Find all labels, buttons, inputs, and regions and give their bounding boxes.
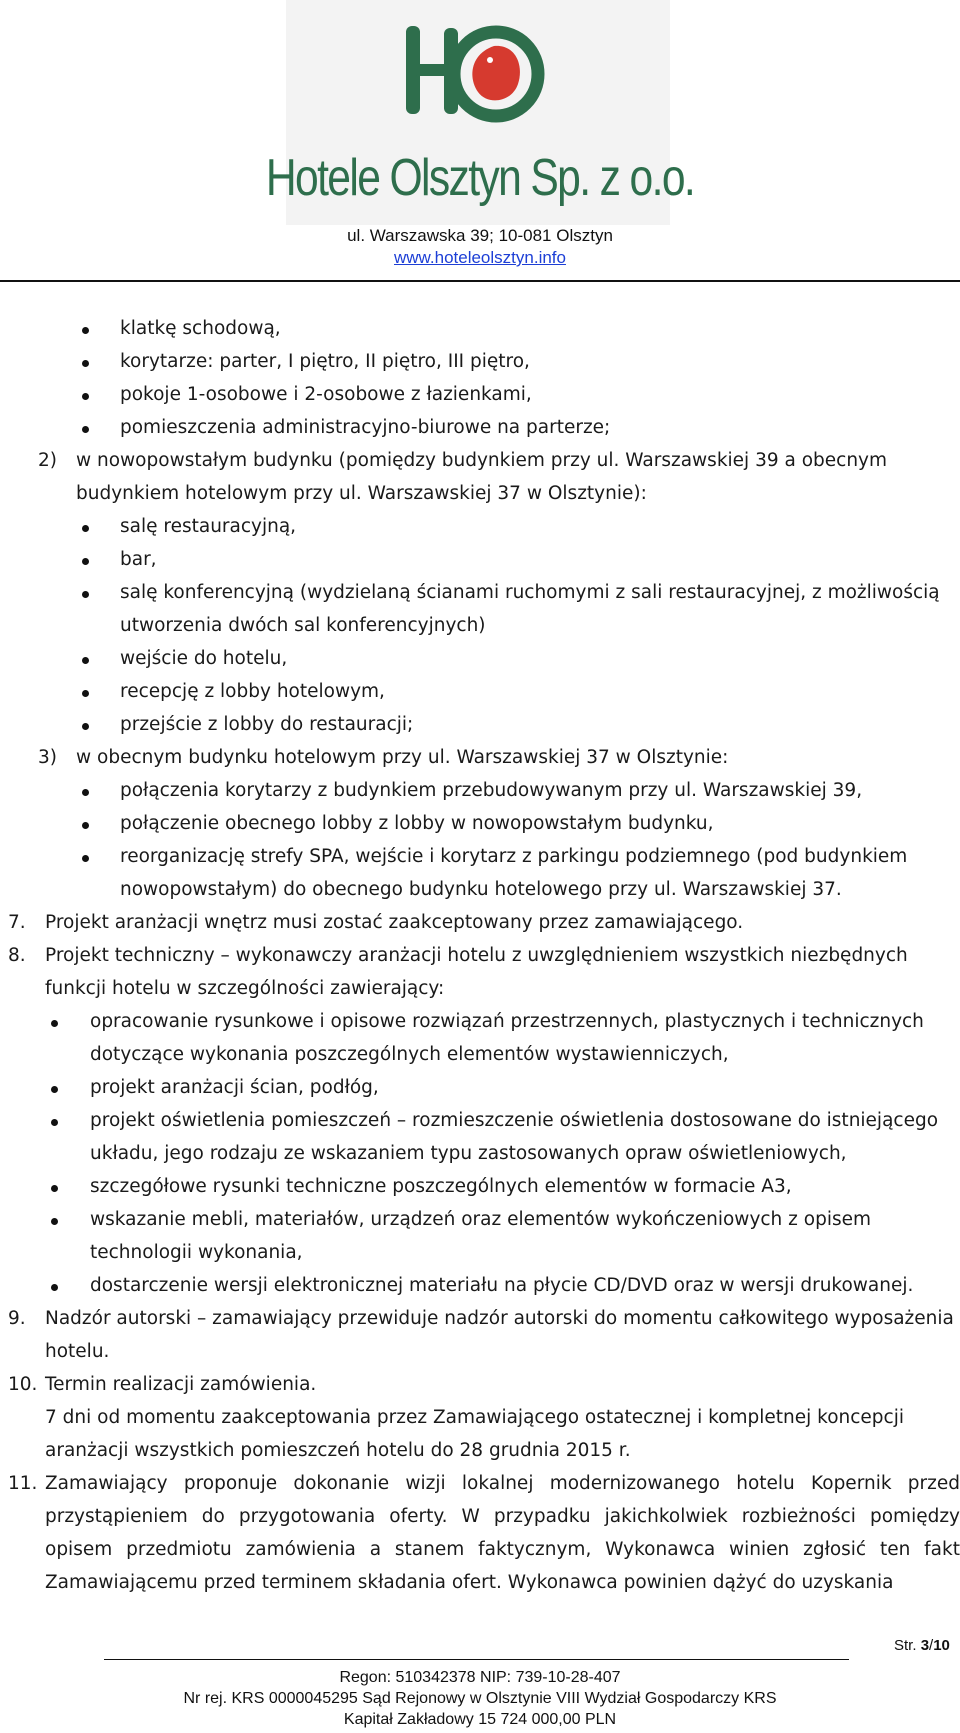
bullet-item xyxy=(0,576,960,642)
bullet-item xyxy=(0,1071,960,1104)
bullet-icon xyxy=(82,576,89,609)
bullet-icon xyxy=(82,345,89,378)
page-prefix: Str. xyxy=(894,1637,921,1654)
bullet-item xyxy=(0,345,960,378)
footer-capital: Kapitał Zakładowy 15 724 000,00 PLN xyxy=(343,1711,617,1728)
bullet-icon xyxy=(82,774,89,807)
bullet-icon xyxy=(82,543,89,576)
item-text: bar, xyxy=(120,549,157,570)
item-marker: 8. xyxy=(8,945,26,966)
bullet-item xyxy=(0,1269,960,1302)
item-text: reorganizację strefy SPA, wejście i korytarz z parkingu podziemnego (pod budynkiem nowopowstałym) do obecnego budynku hotelowego przy ul. Warszawskiej 37. xyxy=(120,846,908,900)
numbered-item xyxy=(0,939,960,1005)
bullet-icon xyxy=(82,642,89,675)
company-website-link[interactable]: www.hoteleolsztyn.info xyxy=(394,248,566,267)
footer-krs: Nr rej. KRS 0000045295 Sąd Rejonowy w Olsztynie VIII Wydział Gospodarczy KRS xyxy=(183,1690,777,1707)
item-text: opracowanie rysunkowe i opisowe rozwiązań przestrzennych, plastycznych i technicznych dotyczące wykonania poszczególnych elementów wystawienniczych, xyxy=(90,1011,924,1065)
item-marker: 10. xyxy=(8,1374,38,1395)
item-text: wejście do hotelu, xyxy=(120,648,288,669)
bullet-icon xyxy=(51,1269,58,1302)
bullet-icon xyxy=(82,708,89,741)
bullet-item xyxy=(0,807,960,840)
item-text: dostarczenie wersji elektronicznej materiału na płycie CD/DVD oraz w wersji drukowanej. xyxy=(90,1275,914,1296)
bullet-item xyxy=(0,1170,960,1203)
numbered-item xyxy=(0,906,960,939)
bullet-icon xyxy=(82,675,89,708)
numbered-item xyxy=(0,1368,960,1401)
bullet-icon xyxy=(51,1203,58,1236)
bullet-item xyxy=(0,510,960,543)
numbered-item xyxy=(0,741,960,774)
item-text: Zamawiający proponuje dokonanie wizji lokalnej modernizowanego hotelu Kopernik przed przystąpieniem do przygotowania oferty. W przypadku jakichkolwiek rozbieżności pomiędzy opisem przedmiotu zamówienia a stanem faktycznym, Wykonawca winien zgłosić ten fakt Zamawiającemu przed terminem składania ofert. Wykonawca powinien dążyć do uzyskania xyxy=(45,1473,960,1593)
item-text: projekt aranżacji ścian, podłóg, xyxy=(90,1077,379,1098)
bullet-item xyxy=(0,312,960,345)
page-sep: / xyxy=(929,1637,934,1654)
bullet-item xyxy=(0,642,960,675)
bullet-item xyxy=(0,1203,960,1269)
item-text: w obecnym budynku hotelowym przy ul. Warszawskiej 37 w Olsztynie: xyxy=(76,747,729,768)
item-marker: 11. xyxy=(8,1473,38,1494)
page-number xyxy=(894,1637,950,1654)
bullet-icon xyxy=(51,1071,58,1104)
item-text: recepcję z lobby hotelowym, xyxy=(120,681,385,702)
bullet-icon xyxy=(82,840,89,873)
bullet-icon xyxy=(51,1170,58,1203)
numbered-item xyxy=(0,444,960,510)
footer-divider xyxy=(104,1659,849,1660)
paragraph xyxy=(0,1401,960,1467)
hotel-logo-icon xyxy=(398,14,558,124)
item-text: klatkę schodową, xyxy=(120,318,281,339)
item-text: salę restauracyjną, xyxy=(120,516,297,537)
bullet-icon xyxy=(82,411,89,444)
bullet-item xyxy=(0,1104,960,1170)
item-text: pomieszczenia administracyjno-biurowe na parterze; xyxy=(120,417,611,438)
bullet-icon xyxy=(82,807,89,840)
item-text: w nowopowstałym budynku (pomiędzy budynkiem przy ul. Warszawskiej 39 a obecnym budynkiem hotelowym przy ul. Warszawskiej 37 w Olsztynie): xyxy=(76,450,888,504)
letterhead xyxy=(0,0,960,282)
header-divider xyxy=(0,280,960,282)
company-name: Hotele Olsztyn Sp. z o.o. xyxy=(265,149,695,207)
bullet-icon xyxy=(82,312,89,345)
item-marker: 7. xyxy=(8,912,26,933)
item-text: Projekt aranżacji wnętrz musi zostać zaakceptowany przez zamawiającego. xyxy=(45,912,744,933)
item-text: szczegółowe rysunki techniczne poszczególnych elementów w formacie A3, xyxy=(90,1176,792,1197)
bullet-item xyxy=(0,378,960,411)
item-text: pokoje 1-osobowe i 2-osobowe z łazienkami, xyxy=(120,384,532,405)
footer-regon: Regon: 510342378 NIP: 739-10-28-407 xyxy=(339,1669,621,1686)
item-marker: 9. xyxy=(8,1308,26,1329)
bullet-item xyxy=(0,708,960,741)
bullet-item xyxy=(0,411,960,444)
item-text: wskazanie mebli, materiałów, urządzeń oraz elementów wykończeniowych z opisem technologii wykonania, xyxy=(90,1209,872,1263)
item-text: salę konferencyjną (wydzielaną ścianami ruchomymi z sali restauracyjnej, z możliwością utworzenia dwóch sal konferencyjnych) xyxy=(120,582,940,636)
item-marker: 2) xyxy=(38,450,57,471)
bullet-icon xyxy=(51,1104,58,1137)
item-text: połączenie obecnego lobby z lobby w nowopowstałym budynku, xyxy=(120,813,714,834)
item-text: Projekt techniczny – wykonawczy aranżacji hotelu z uwzględnieniem wszystkich niezbędnych funkcji hotelu w szczególności zawierający: xyxy=(45,945,908,999)
item-text: korytarze: parter, I piętro, II piętro, III piętro, xyxy=(120,351,530,372)
page-current: 3 xyxy=(920,1637,930,1654)
bullet-icon xyxy=(82,510,89,543)
bullet-item xyxy=(0,840,960,906)
item-text: Termin realizacji zamówienia. xyxy=(45,1374,317,1395)
document-body xyxy=(0,312,960,1599)
item-text: połączenia korytarzy z budynkiem przebudowywanym przy ul. Warszawskiej 39, xyxy=(120,780,863,801)
item-text: 7 dni od momentu zaakceptowania przez Zamawiającego ostatecznej i kompletnej koncepcji aranżacji wszystkich pomieszczeń hotelu do 28 grudnia 2015 r. xyxy=(45,1407,905,1461)
page-total: 10 xyxy=(933,1637,950,1654)
numbered-item xyxy=(0,1467,960,1599)
bullet-item xyxy=(0,774,960,807)
item-text: projekt oświetlenia pomieszczeń – rozmieszczenie oświetlenia dostosowane do istniejącego układu, jego rodzaju ze wskazaniem typu zastosowanych opraw oświetleniowych, xyxy=(90,1110,939,1164)
item-text: przejście z lobby do restauracji; xyxy=(120,714,414,735)
company-address: ul. Warszawska 39; 10-081 Olsztyn xyxy=(347,226,613,245)
bullet-item xyxy=(0,543,960,576)
numbered-item xyxy=(0,1302,960,1368)
bullet-icon xyxy=(82,378,89,411)
item-text: Nadzór autorski – zamawiający przewiduje nadzór autorski do momentu całkowitego wyposażenia hotelu. xyxy=(45,1308,954,1362)
bullet-icon xyxy=(51,1005,58,1038)
item-marker: 3) xyxy=(38,747,57,768)
bullet-item xyxy=(0,675,960,708)
bullet-item xyxy=(0,1005,960,1071)
